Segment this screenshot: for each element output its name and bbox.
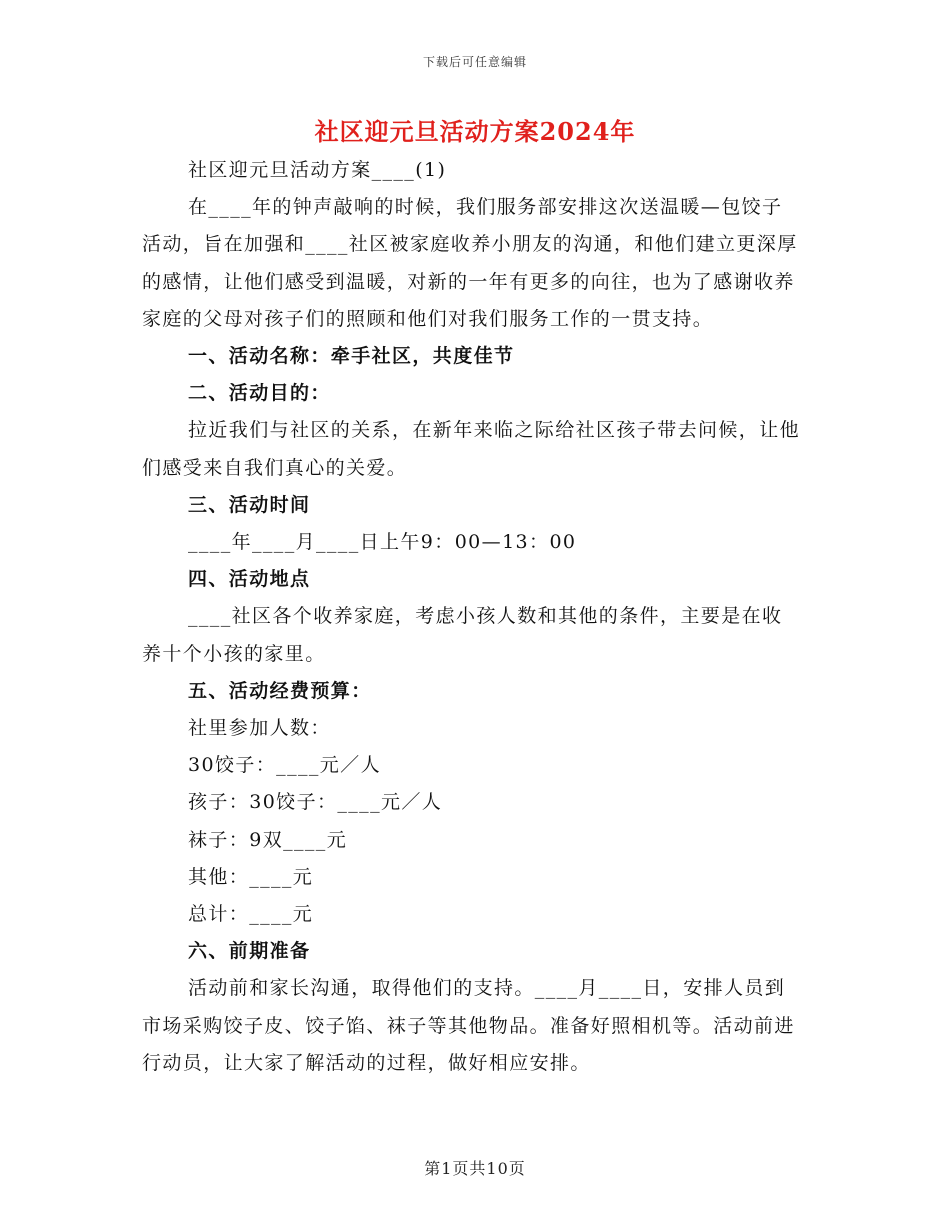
document-body: [142, 152, 802, 1082]
page-number: 第1页共10页: [424, 1159, 526, 1178]
budget-item-other: 其他：____元: [188, 865, 314, 888]
budget-item-dumplings: 30饺子：____元／人: [188, 754, 381, 777]
preparation-paragraph: 活动前和家长沟通，取得他们的支持。____月____日，安排人员到市场采购饺子皮、饺子馅、袜子等其他物品。准备好照相机等。活动前进行动员，让大家了解活动的过程，做好相应安排。: [142, 977, 795, 1074]
purpose-paragraph: 拉近我们与社区的关系，在新年来临之际给社区孩子带去问候，让他们感受来自我们真心的关爱。: [142, 419, 801, 479]
heading-preparation: 六、前期准备: [188, 940, 311, 963]
budget-item-participants: 社里参加人数：: [188, 717, 331, 740]
budget-item-socks: 袜子：9双____元: [188, 828, 348, 851]
document-title: 社区迎元旦活动方案2024年: [314, 117, 636, 146]
header-note: 下载后可任意编辑: [422, 55, 527, 69]
section-subtitle: 社区迎元旦活动方案____(1): [188, 159, 447, 181]
heading-activity-name: 一、活动名称：牵手社区，共度佳节: [188, 345, 515, 368]
intro-paragraph: 在____年的钟声敲响的时候，我们服务部安排这次送温暖—包饺子活动，旨在加强和____社区被家庭收养小朋友的沟通，和他们建立更深厚的感情，让他们感受到温暖，对新的一年有更多的向往，也为了感谢收养家庭的父母对孩子们的照顾和他们对我们服务工作的一贯支持。: [142, 196, 798, 330]
heading-activity-location: 四、活动地点: [188, 568, 311, 591]
location-paragraph: ____社区各个收养家庭，考虑小孩人数和其他的条件，主要是在收养十个小孩的家里。: [142, 605, 783, 665]
heading-activity-time: 三、活动时间: [188, 493, 311, 516]
budget-item-children: 孩子：30饺子：____元／人: [188, 791, 443, 814]
budget-item-total: 总计：____元: [188, 903, 314, 926]
heading-activity-purpose: 二、活动目的：: [188, 382, 331, 405]
time-paragraph: ____年____月____日上午9：00—13：00: [188, 531, 577, 554]
heading-budget: 五、活动经费预算：: [188, 679, 372, 702]
